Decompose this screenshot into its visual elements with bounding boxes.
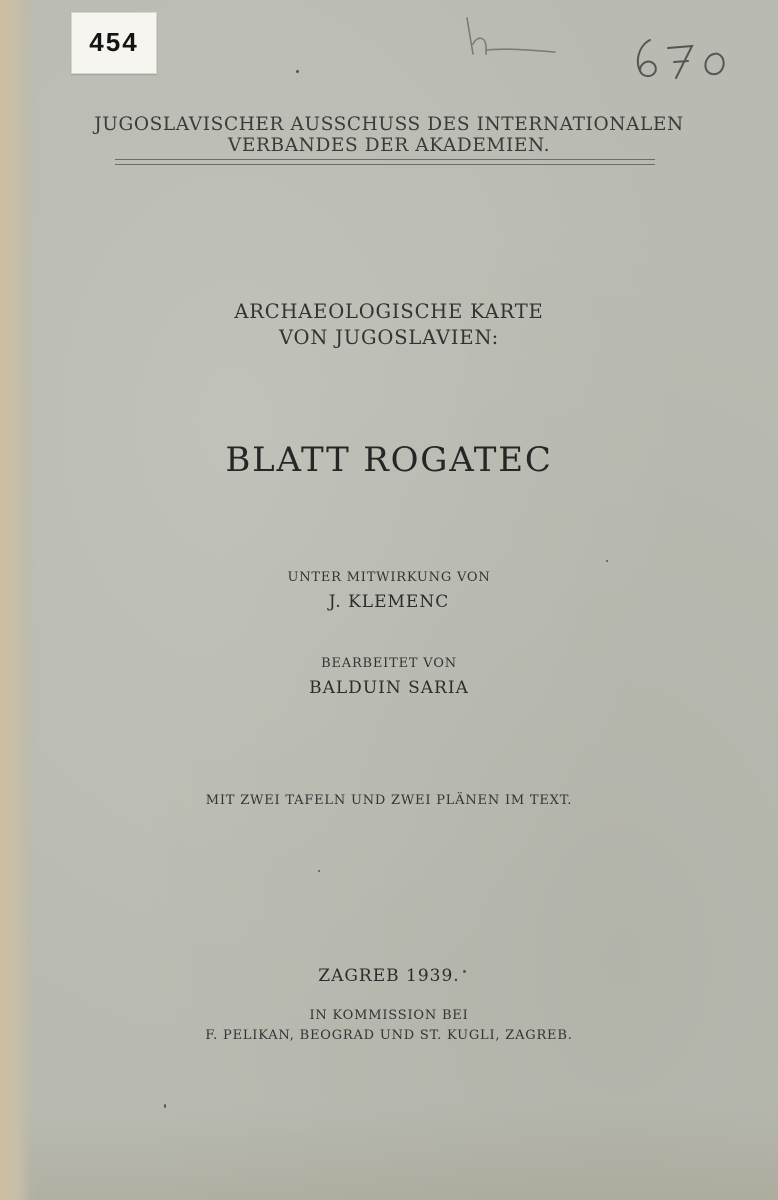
plates-note: MIT ZWEI TAFELN UND ZWEI PLÄNEN IM TEXT.: [205, 793, 573, 808]
header-rule-top: [115, 159, 655, 160]
editor-name: BALDUIN SARIA: [309, 678, 469, 698]
publishers-line: F. PELIKAN, BEOGRAD UND ST. KUGLI, ZAGREB.: [205, 1028, 573, 1043]
header-rule-bottom: [115, 164, 655, 165]
paper-speck: [606, 560, 608, 562]
header-line-2: VERBANDES DER AKADEMIEN.: [227, 135, 551, 156]
collaborator-name: J. KLEMENC: [328, 592, 450, 612]
place-and-year: ZAGREB 1939.: [318, 966, 460, 986]
paper-speck: [164, 1104, 166, 1108]
pencil-mark-h: [455, 14, 565, 62]
paper-speck: [318, 870, 320, 872]
editor-label: BEARBEITET VON: [321, 656, 457, 671]
page-title: BLATT ROGATEC: [225, 440, 553, 480]
commission-label: IN KOMMISSION BEI: [309, 1008, 469, 1023]
inventory-label: [71, 12, 157, 74]
series-title-line-2: VON JUGOSLAVIEN:: [279, 326, 499, 349]
collaboration-label: UNTER MITWIRKUNG VON: [287, 570, 491, 585]
pencil-mark-670-text: 670: [630, 30, 632, 31]
inventory-number: 454: [89, 27, 139, 57]
header-line-1: JUGOSLAVISCHER AUSSCHUSS DES INTERNATIONALEN: [94, 114, 684, 135]
paper-speck: [463, 970, 466, 973]
pencil-mark-h-text: h: [455, 14, 456, 15]
series-title-line-1: ARCHAEOLOGISCHE KARTE: [234, 300, 544, 323]
paper-speck: [296, 70, 299, 73]
pencil-mark-670: [630, 30, 750, 90]
